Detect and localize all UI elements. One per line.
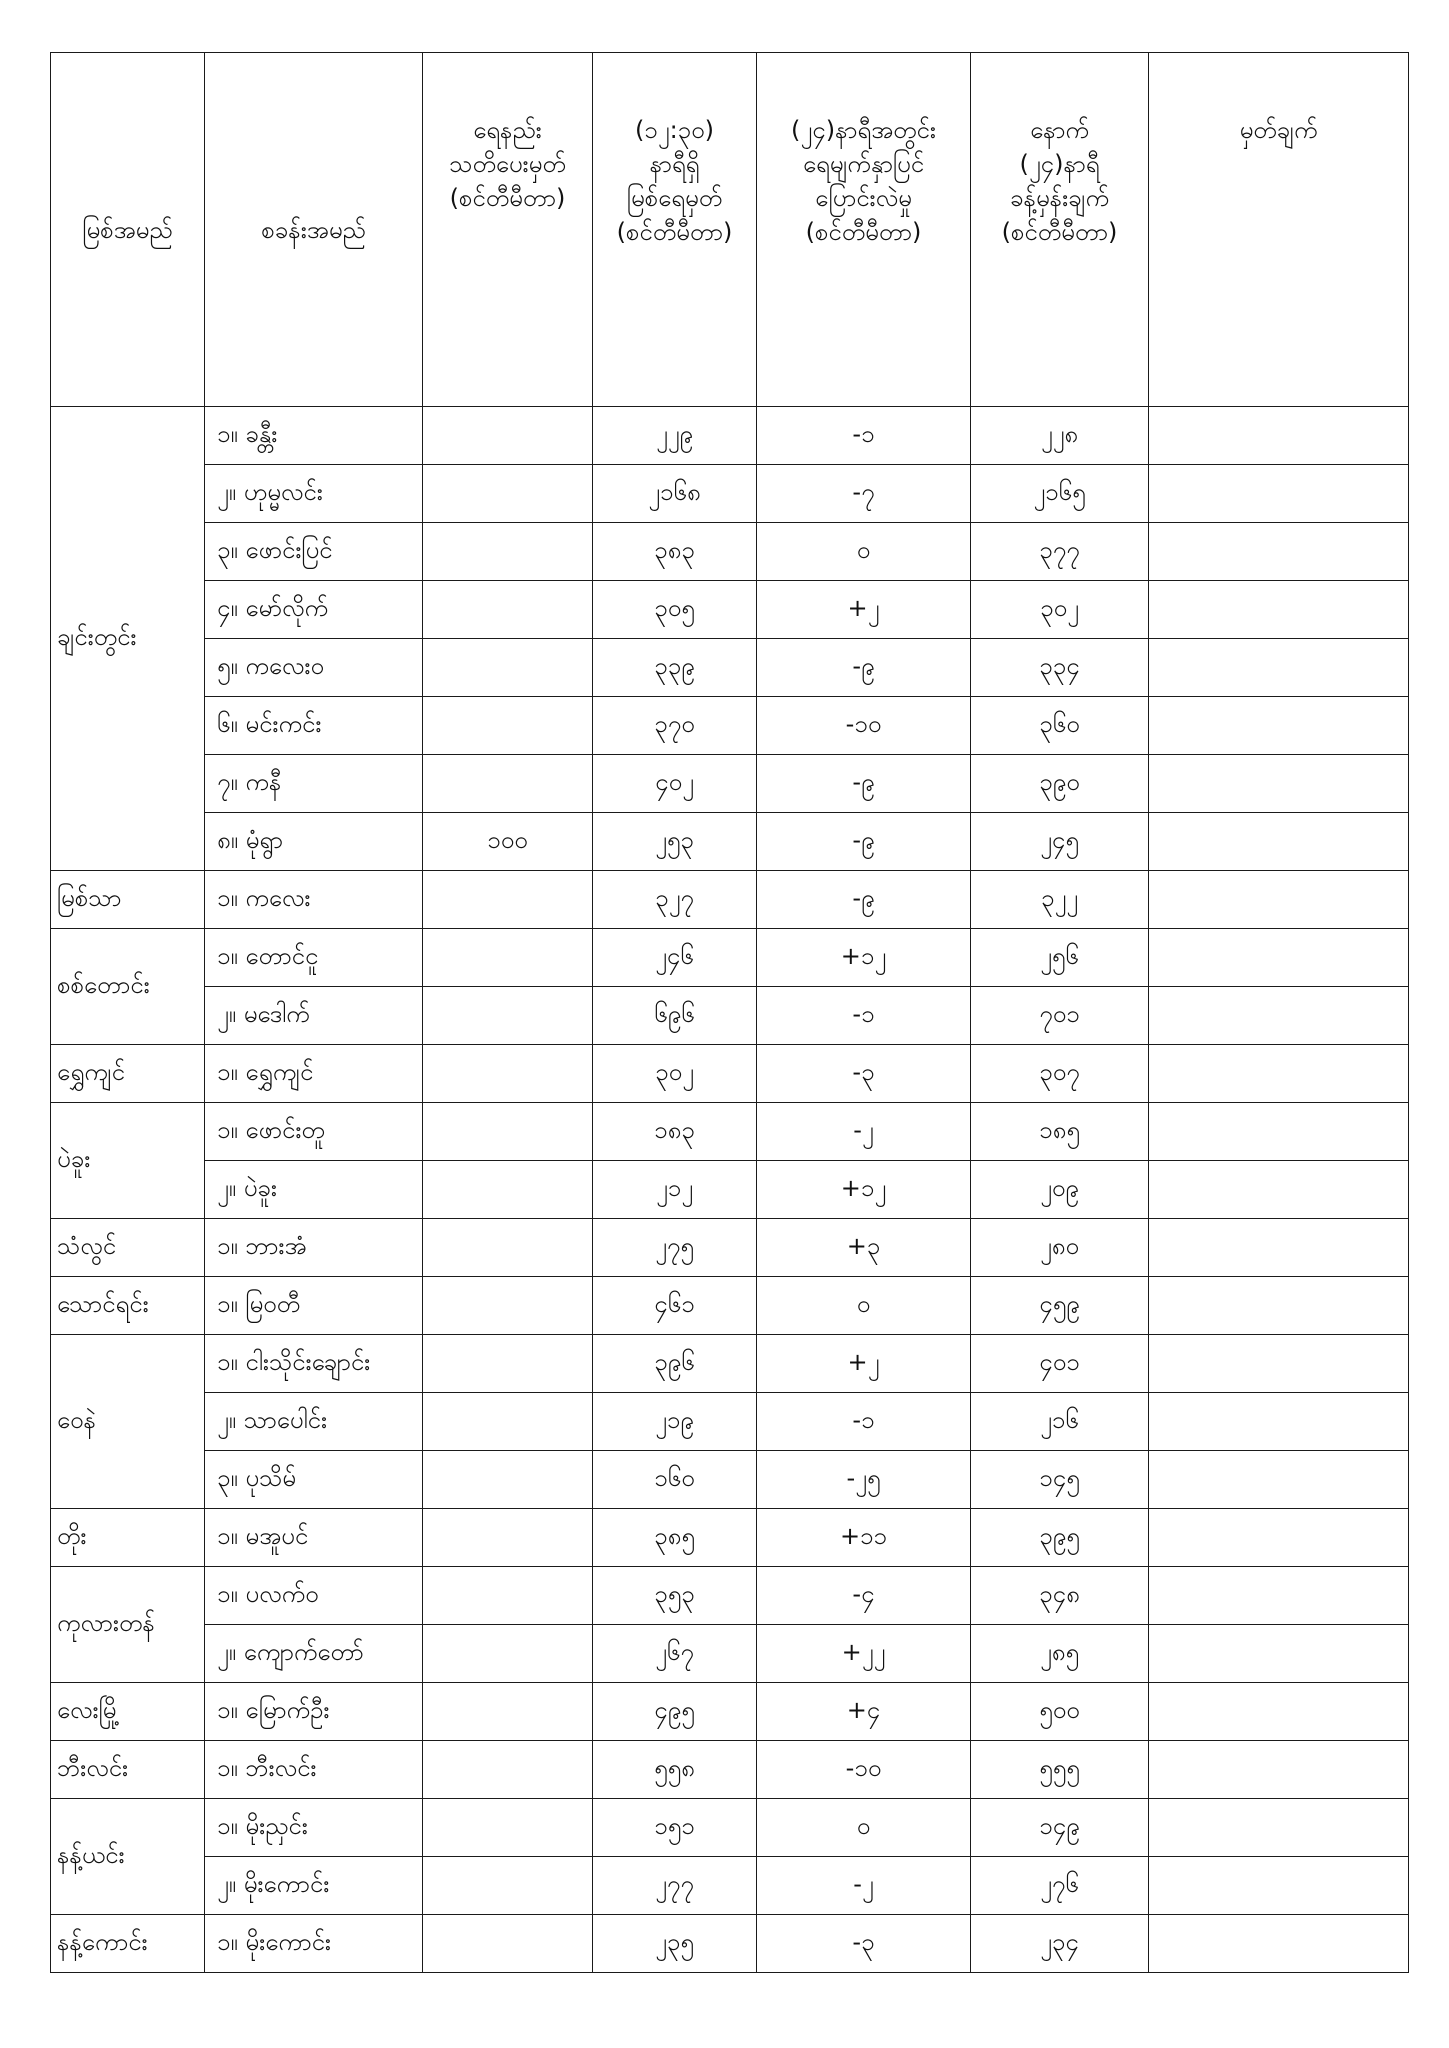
station-number: ၁။	[217, 1927, 238, 1956]
current-level-cell: ၂၇၇	[593, 1857, 757, 1915]
header-station: စခန်းအမည်	[205, 53, 423, 407]
header-24h-change: (၂၄)နာရီအတွင်း ရေမျက်နှာပြင် ပြောင်းလဲမှု (စင်တီမီတာ)	[757, 53, 971, 407]
table-row	[51, 1219, 1409, 1277]
forecast-cell: ၅၀၀	[971, 1683, 1149, 1741]
station-number: ၁။	[217, 1753, 238, 1782]
station-number: ၁။	[217, 1057, 238, 1086]
warning-level-cell	[423, 1451, 593, 1509]
remark-cell	[1149, 1451, 1409, 1509]
station-cell	[205, 1045, 423, 1103]
current-level-cell: ၁၈၃	[593, 1103, 757, 1161]
header-warning-level: ရေနည်း သတိပေးမှတ် (စင်တီမီတာ)	[423, 53, 593, 407]
table-row	[51, 1857, 1409, 1915]
station-number: ၈။	[217, 825, 238, 854]
table-row	[51, 813, 1409, 871]
warning-level-cell	[423, 1103, 593, 1161]
header-region: မြစ်အမည်	[51, 53, 205, 407]
station-number: ၂။	[217, 1173, 237, 1202]
header-current-level: (၁၂:၃၀) နာရီရှိ မြစ်ရေမှတ် (စင်တီမီတာ)	[593, 53, 757, 407]
forecast-cell: ၂၁၆၅	[971, 465, 1149, 523]
station-cell	[205, 1799, 423, 1857]
region-name: ရွှေကျင်	[51, 1045, 205, 1103]
remark-cell	[1149, 1103, 1409, 1161]
region-name: ကုလားတန်	[51, 1567, 205, 1683]
current-level-cell: ၁၅၁	[593, 1799, 757, 1857]
forecast-cell: ၃၃၄	[971, 639, 1149, 697]
forecast-cell: ၂၈၀	[971, 1219, 1149, 1277]
forecast-cell: ၃၄၈	[971, 1567, 1149, 1625]
forecast-cell: ၃၆၀	[971, 697, 1149, 755]
remark-cell	[1149, 697, 1409, 755]
station-name: မဒေါက်	[243, 999, 310, 1028]
station-number: ၄။	[217, 593, 238, 622]
warning-level-cell	[423, 1045, 593, 1103]
forecast-cell: ၁၄၉	[971, 1799, 1149, 1857]
remark-cell	[1149, 1161, 1409, 1219]
change-cell: ၀	[757, 1799, 971, 1857]
current-level-cell: ၂၄၆	[593, 929, 757, 987]
change-cell: -၉	[757, 639, 971, 697]
station-name: မအူပင်	[245, 1521, 309, 1550]
station-number: ၁။	[217, 1115, 238, 1144]
forecast-cell: ၁၄၅	[971, 1451, 1149, 1509]
current-level-cell: ၆၉၆	[593, 987, 757, 1045]
station-cell	[205, 407, 423, 465]
forecast-cell: ၂၄၅	[971, 813, 1149, 871]
warning-level-cell: ၁၀၀	[423, 813, 593, 871]
current-level-cell: ၃၀၅	[593, 581, 757, 639]
current-level-cell: ၂၇၅	[593, 1219, 757, 1277]
station-cell	[205, 639, 423, 697]
change-cell: +၁၁	[757, 1509, 971, 1567]
region-name: လေးမြို့	[51, 1683, 205, 1741]
station-name: ကနီ	[245, 767, 282, 796]
warning-level-cell	[423, 1741, 593, 1799]
table-row	[51, 1915, 1409, 1973]
change-cell: -၉	[757, 871, 971, 929]
remark-cell	[1149, 639, 1409, 697]
current-level-cell: ၃၀၂	[593, 1045, 757, 1103]
table-row	[51, 639, 1409, 697]
remark-cell	[1149, 581, 1409, 639]
table-row	[51, 1451, 1409, 1509]
warning-level-cell	[423, 871, 593, 929]
station-name: မိုးကောင်း	[243, 1869, 330, 1898]
station-name: ဖောင်းတူ	[245, 1115, 325, 1144]
station-cell	[205, 1567, 423, 1625]
change-cell: -၂	[757, 1103, 971, 1161]
station-name: ကလေး	[245, 883, 311, 912]
change-cell: -၁	[757, 1393, 971, 1451]
station-name: မော်လိုက်	[245, 593, 328, 622]
warning-level-cell	[423, 1219, 593, 1277]
change-cell: -၉	[757, 813, 971, 871]
warning-level-cell	[423, 1509, 593, 1567]
remark-cell	[1149, 1915, 1409, 1973]
current-level-cell: ၃၃၉	[593, 639, 757, 697]
station-name: ဘားအံ	[245, 1231, 307, 1260]
warning-level-cell	[423, 1277, 593, 1335]
remark-cell	[1149, 1277, 1409, 1335]
region-name: နန့်ကောင်း	[51, 1915, 205, 1973]
region-name: သံလွင်	[51, 1219, 205, 1277]
station-number: ၂။	[217, 477, 237, 506]
station-number: ၁။	[217, 1231, 238, 1260]
region-name: နန့်ယင်း	[51, 1799, 205, 1915]
station-name: ပလက်ဝ	[245, 1579, 319, 1608]
table-row	[51, 523, 1409, 581]
table-row	[51, 407, 1409, 465]
warning-level-cell	[423, 1683, 593, 1741]
forecast-cell: ၃၀၇	[971, 1045, 1149, 1103]
station-cell	[205, 1103, 423, 1161]
remark-cell	[1149, 465, 1409, 523]
region-name: ချင်းတွင်း	[51, 407, 205, 871]
current-level-cell: ၂၁၆၈	[593, 465, 757, 523]
forecast-cell: ၃၀၂	[971, 581, 1149, 639]
station-cell	[205, 581, 423, 639]
current-level-cell: ၁၆၀	[593, 1451, 757, 1509]
warning-level-cell	[423, 1161, 593, 1219]
table-row	[51, 1277, 1409, 1335]
change-cell: -၁၀	[757, 697, 971, 755]
forecast-cell: ၂၀၉	[971, 1161, 1149, 1219]
station-number: ၁။	[217, 883, 238, 912]
water-level-table	[50, 52, 1409, 1973]
table-row	[51, 929, 1409, 987]
table-row	[51, 1799, 1409, 1857]
table-row	[51, 1103, 1409, 1161]
table-row	[51, 871, 1409, 929]
warning-level-cell	[423, 581, 593, 639]
station-cell	[205, 1683, 423, 1741]
station-cell	[205, 1393, 423, 1451]
remark-cell	[1149, 1741, 1409, 1799]
region-name: မြစ်သာ	[51, 871, 205, 929]
header-forecast: နောက် (၂၄)နာရီ ခန့်မှန်းချက် (စင်တီမီတာ)	[971, 53, 1149, 407]
station-name: ငါးသိုင်းချောင်း	[245, 1347, 371, 1376]
forecast-cell: ၁၈၅	[971, 1103, 1149, 1161]
table-row	[51, 1741, 1409, 1799]
table-row	[51, 1509, 1409, 1567]
current-level-cell: ၃၈၃	[593, 523, 757, 581]
forecast-cell: ၃၂၂	[971, 871, 1149, 929]
station-name: ခန္တီး	[245, 419, 278, 448]
forecast-cell: ၇၀၁	[971, 987, 1149, 1045]
station-cell	[205, 1335, 423, 1393]
station-cell	[205, 1741, 423, 1799]
change-cell: +၂	[757, 581, 971, 639]
station-number: ၂။	[217, 1637, 237, 1666]
current-level-cell: ၄၆၁	[593, 1277, 757, 1335]
station-cell	[205, 1625, 423, 1683]
change-cell: -၃	[757, 1045, 971, 1103]
station-name: ဘီးလင်း	[245, 1753, 317, 1782]
warning-level-cell	[423, 1625, 593, 1683]
station-number: ၂။	[217, 1405, 237, 1434]
station-name: ရွှေကျင်	[245, 1057, 314, 1086]
station-number: ၁။	[217, 1811, 238, 1840]
table-row	[51, 581, 1409, 639]
remark-cell	[1149, 987, 1409, 1045]
change-cell: ၀	[757, 523, 971, 581]
remark-cell	[1149, 1567, 1409, 1625]
remark-cell	[1149, 929, 1409, 987]
warning-level-cell	[423, 465, 593, 523]
table-row	[51, 1335, 1409, 1393]
warning-level-cell	[423, 1915, 593, 1973]
current-level-cell: ၃၇၀	[593, 697, 757, 755]
table-header	[51, 53, 1409, 407]
warning-level-cell	[423, 987, 593, 1045]
station-name: မိုးညှင်း	[245, 1811, 308, 1840]
station-number: ၁။	[217, 1579, 238, 1608]
remark-cell	[1149, 755, 1409, 813]
region-name: ဘီးလင်း	[51, 1741, 205, 1799]
table-row	[51, 1161, 1409, 1219]
station-name: မိုးကောင်း	[245, 1927, 331, 1956]
station-cell	[205, 697, 423, 755]
current-level-cell: ၅၅၈	[593, 1741, 757, 1799]
remark-cell	[1149, 407, 1409, 465]
station-cell	[205, 1451, 423, 1509]
station-number: ၁။	[217, 941, 238, 970]
forecast-cell: ၄၅၉	[971, 1277, 1149, 1335]
forecast-cell: ၃၇၇	[971, 523, 1149, 581]
current-level-cell: ၃၅၃	[593, 1567, 757, 1625]
current-level-cell: ၂၁၂	[593, 1161, 757, 1219]
station-number: ၁။	[217, 1347, 238, 1376]
station-name: သာပေါင်း	[243, 1405, 328, 1434]
station-cell	[205, 929, 423, 987]
table-row	[51, 465, 1409, 523]
forecast-cell: ၃၉၅	[971, 1509, 1149, 1567]
change-cell: -၃	[757, 1915, 971, 1973]
warning-level-cell	[423, 1567, 593, 1625]
table-row	[51, 987, 1409, 1045]
station-number: ၂။	[217, 1869, 237, 1898]
current-level-cell: ၂၁၉	[593, 1393, 757, 1451]
station-number: ၇။	[217, 767, 238, 796]
forecast-cell: ၃၉၀	[971, 755, 1149, 813]
station-number: ၁။	[217, 1521, 238, 1550]
remark-cell	[1149, 871, 1409, 929]
station-name: ပဲခူး	[243, 1173, 277, 1202]
table-row	[51, 1683, 1409, 1741]
change-cell: -၂	[757, 1857, 971, 1915]
change-cell: +၂	[757, 1335, 971, 1393]
current-level-cell: ၃၉၆	[593, 1335, 757, 1393]
station-number: ၁။	[217, 419, 238, 448]
current-level-cell: ၂၆၇	[593, 1625, 757, 1683]
station-cell	[205, 871, 423, 929]
station-cell	[205, 1277, 423, 1335]
current-level-cell: ၃၈၅	[593, 1509, 757, 1567]
forecast-cell: ၂၅၆	[971, 929, 1149, 987]
station-cell	[205, 813, 423, 871]
warning-level-cell	[423, 755, 593, 813]
change-cell: -၁	[757, 407, 971, 465]
station-cell	[205, 1509, 423, 1567]
table-row	[51, 1625, 1409, 1683]
station-number: ၁။	[217, 1695, 238, 1724]
forecast-cell: ၅၅၅	[971, 1741, 1149, 1799]
remark-cell	[1149, 1625, 1409, 1683]
table-body	[51, 407, 1409, 1973]
warning-level-cell	[423, 1393, 593, 1451]
remark-cell	[1149, 1219, 1409, 1277]
station-cell	[205, 755, 423, 813]
station-name: မြဝတီ	[245, 1289, 300, 1318]
current-level-cell: ၂၂၉	[593, 407, 757, 465]
change-cell: +၃	[757, 1219, 971, 1277]
station-cell	[205, 465, 423, 523]
station-name: မင်းကင်း	[245, 709, 322, 738]
change-cell: +၂၂	[757, 1625, 971, 1683]
station-cell	[205, 987, 423, 1045]
change-cell: -၁၀	[757, 1741, 971, 1799]
remark-cell	[1149, 1045, 1409, 1103]
station-name: တောင်ငူ	[245, 941, 319, 970]
current-level-cell: ၂၃၅	[593, 1915, 757, 1973]
station-name: မြောက်ဦး	[245, 1695, 330, 1724]
station-cell	[205, 1857, 423, 1915]
warning-level-cell	[423, 407, 593, 465]
change-cell: +၁၂	[757, 1161, 971, 1219]
remark-cell	[1149, 1799, 1409, 1857]
station-cell	[205, 1915, 423, 1973]
remark-cell	[1149, 1393, 1409, 1451]
change-cell: +၁၂	[757, 929, 971, 987]
remark-cell	[1149, 1857, 1409, 1915]
change-cell: -၄	[757, 1567, 971, 1625]
warning-level-cell	[423, 639, 593, 697]
forecast-cell: ၄၀၁	[971, 1335, 1149, 1393]
station-number: ၃။	[217, 1463, 238, 1492]
station-number: ၆။	[217, 709, 238, 738]
region-name: ဝေနဲ	[51, 1335, 205, 1509]
change-cell: -၇	[757, 465, 971, 523]
forecast-cell: ၂၃၄	[971, 1915, 1149, 1973]
station-name: မုံရွာ	[245, 825, 283, 854]
warning-level-cell	[423, 523, 593, 581]
station-name: ကလေးဝ	[245, 651, 324, 680]
current-level-cell: ၄၀၂	[593, 755, 757, 813]
current-level-cell: ၃၂၇	[593, 871, 757, 929]
change-cell: -၉	[757, 755, 971, 813]
remark-cell	[1149, 1335, 1409, 1393]
current-level-cell: ၂၅၃	[593, 813, 757, 871]
remark-cell	[1149, 1683, 1409, 1741]
forecast-cell: ၂၇၆	[971, 1857, 1149, 1915]
warning-level-cell	[423, 1857, 593, 1915]
region-name: စစ်တောင်း	[51, 929, 205, 1045]
station-cell	[205, 1219, 423, 1277]
station-cell	[205, 523, 423, 581]
change-cell: ၀	[757, 1277, 971, 1335]
station-name: ဟုမ္မလင်း	[243, 477, 323, 506]
station-number: ၁။	[217, 1289, 238, 1318]
warning-level-cell	[423, 1335, 593, 1393]
station-cell	[205, 1161, 423, 1219]
warning-level-cell	[423, 1799, 593, 1857]
table-row	[51, 755, 1409, 813]
remark-cell	[1149, 1509, 1409, 1567]
region-name: သောင်ရင်း	[51, 1277, 205, 1335]
table-row	[51, 697, 1409, 755]
table-row	[51, 1045, 1409, 1103]
region-name: တိုး	[51, 1509, 205, 1567]
header-remark: မှတ်ချက်	[1149, 53, 1409, 407]
forecast-cell: ၂၁၆	[971, 1393, 1149, 1451]
table-row	[51, 1567, 1409, 1625]
warning-level-cell	[423, 697, 593, 755]
change-cell: +၄	[757, 1683, 971, 1741]
table-row	[51, 1393, 1409, 1451]
forecast-cell: ၂၈၅	[971, 1625, 1149, 1683]
change-cell: -၁	[757, 987, 971, 1045]
station-number: ၂။	[217, 999, 237, 1028]
station-number: ၃။	[217, 535, 238, 564]
station-name: ဖောင်းပြင်	[245, 535, 333, 564]
change-cell: -၂၅	[757, 1451, 971, 1509]
station-name: ပုသိမ်	[245, 1463, 297, 1492]
station-number: ၅။	[217, 651, 238, 680]
remark-cell	[1149, 523, 1409, 581]
forecast-cell: ၂၂၈	[971, 407, 1149, 465]
region-name: ပဲခူး	[51, 1103, 205, 1219]
station-name: ကျောက်တော်	[243, 1637, 364, 1666]
remark-cell	[1149, 813, 1409, 871]
warning-level-cell	[423, 929, 593, 987]
current-level-cell: ၄၉၅	[593, 1683, 757, 1741]
